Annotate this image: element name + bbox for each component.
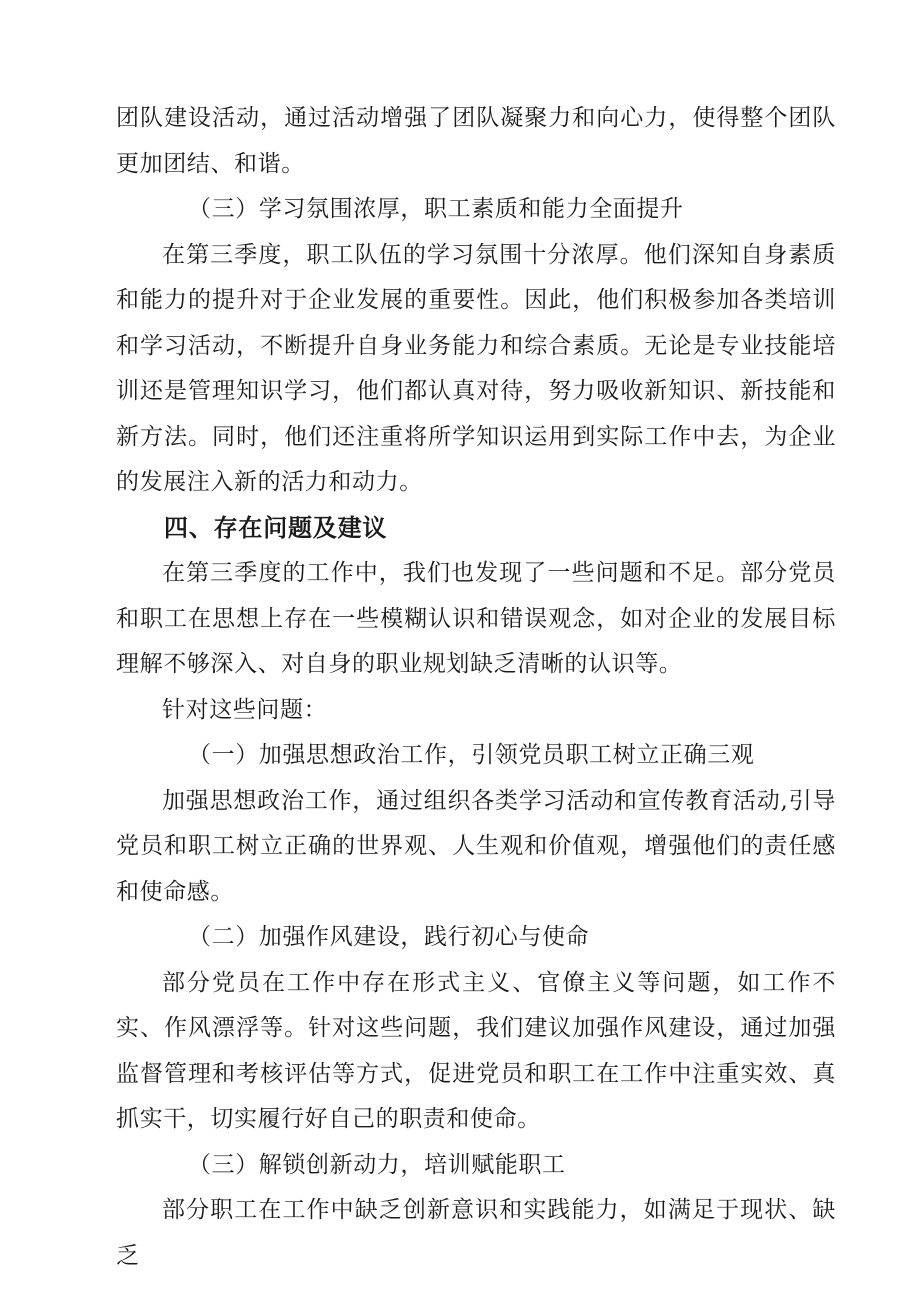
subheading-work-style: （二）加强作风建设，践行初心与使命 — [188, 924, 590, 950]
section-heading-problems: 四、存在问题及建议 — [164, 513, 388, 542]
subheading-study-atmosphere: （三）学习氛围浓厚，职工素质和能力全面提升 — [188, 196, 684, 222]
paragraph-problems: 在第三季度的工作中，我们也发现了一些问题和不足。部分党员和职工在思想上存在一些模糊认识和错误观念，如对企业的发展目标理解不够深入、对自身的职业规划缺乏清晰的认识等。 — [116, 560, 836, 677]
document-body — [116, 96, 836, 1279]
subheading-innovation: （三）解锁创新动力，培训赋能职工 — [188, 1151, 566, 1178]
subheading-political-work: （一）加强思想政治工作，引领党员职工树立正确三观 — [188, 742, 755, 768]
paragraph-innovation: 部分职工在工作中缺乏创新意识和实践能力，如满足于现状、缺乏 — [116, 1197, 836, 1269]
paragraph-team-building: 团队建设活动，通过活动增强了团队凝聚力和向心力，使得整个团队更加团结、和谐。 — [116, 105, 836, 177]
paragraph-work-style: 部分党员在工作中存在形式主义、官僚主义等问题，如工作不实、作风漂浮等。针对这些问题，我们建议加强作风建设，通过加强监督管理和考核评估等方式，促进党员和职工在工作中注重实效、真抓实干，切实履行好自己的职责和使命。 — [116, 969, 836, 1132]
paragraph-political-work: 加强思想政治工作，通过组织各类学习活动和宣传教育活动,引导党员和职工树立正确的世界观、人生观和价值观，增强他们的责任感和使命感。 — [116, 787, 836, 905]
paragraph-study-atmosphere: 在第三季度，职工队伍的学习氛围十分浓厚。他们深知自身素质和能力的提升对于企业发展的重要性。因此，他们积极参加各类培训和学习活动，不断提升自身业务能力和综合素质。无论是专业技能培训还是管理知识学习，他们都认真对待，努力吸收新知识、新技能和新方法。同时，他们还注重将所学知识运用到实际工作中去，为企业的发展注入新的活力和动力。 — [116, 241, 836, 495]
paragraph-targeting: 针对这些问题： — [162, 696, 328, 723]
